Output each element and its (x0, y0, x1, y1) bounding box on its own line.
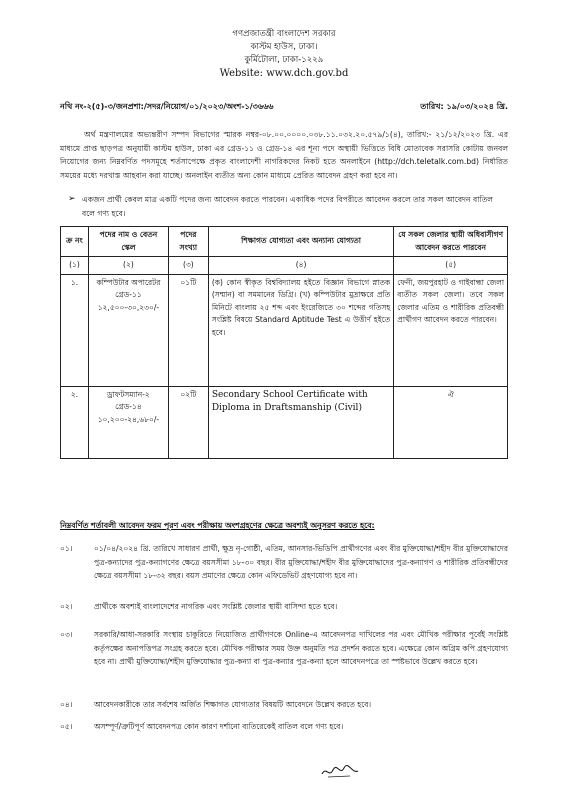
intro-paragraph: অর্থ মন্ত্রণালয়ের অভ্যন্তরীণ সম্পদ বিভাগের স্মারক নম্বর-০৮.০০.০০০০.০৩৮.১১.০৩২.২০.৫৭৯/১(৪), তারিখ:- ২১/১২/২০২৩ খ্রি. এর মাধ্যমে প্রাপ্ত ছাড়পত্র অনুযায়ী কাস্টম হাউস, ঢাকা এর গ্রেড-১১ ও গ্রেড-১৪ এর শূন্য পদে অস্থায়ী ভিত্তিতে বিধি মোতাবেক সরাসরি কোটায় জনবল নিয়োগের জন্য নিম্নবর্ণিত পদসমূহে শর্তসাপেক্ষে প্রকৃত বাংলাদেশী নাগরিকদের নিকট হতে অনলাইনে (http://dch.teletalk.com.bd) নির্ধারিত সময়ের মধ্যে দরখাস্ত আহবান করা যাচ্ছে। অনলাইন ব্যতীত অন্য কোন মাধ্যমে প্রেরিত আবেদন গ্রহণ করা হবে না। (60, 130, 508, 180)
memo-number: নথি নং-২(৫)-৩/জনপ্রশা:/সদর/নিয়োগ/০১/২০২৩/অংশ-১/৩৬৬৬ (60, 102, 274, 111)
condition-number: ০২। (60, 602, 73, 611)
condition-text: প্রার্থীকে অবশ্যই বাংলাদেশের নাগরিক এবং সংশ্লিষ্ট জেলার স্থায়ী বাসিন্দা হতে হবে। (94, 602, 338, 611)
condition-number: ০৫। (60, 722, 73, 731)
index-cell: (৩) (168, 257, 208, 275)
col-header-qualification: শিক্ষাগত যোগ্যতা এবং অন্যান্য যোগ্যতা (208, 227, 393, 257)
post-cell (88, 386, 168, 458)
memo-date: তারিখ: ১৯/০৩/২০২৪ খ্রি. (420, 102, 508, 111)
qualification-cell: Secondary School Certificate with Diploma in Draftsmanship (Civil) (208, 386, 393, 458)
condition-number: ০৪। (60, 700, 73, 709)
index-cell: (৪) (208, 257, 393, 275)
col-header-post: পদের নাম ও বেতন স্কেল (88, 227, 168, 257)
condition-text: সরকারি/আধা-সরকারি সংস্থায় চাকুরিতে নিয়োজিত প্রার্থীগণকে Online-এ আবেদনপত্র দাখিলের পর এবং মৌখিক পরীক্ষার পূর্বেই সংশ্লিষ্ট কর্তৃপক্ষের অনাপত্তিপত্র সংগ্রহ করতে হবে। মৌখিক পরীক্ষার সময় উক্ত অনুমতি পত্র প্রদর্শন করতে হবে। এক্ষেত্রে কোন অগ্রিম কপি গ্রহণযোগ্য হবে না। প্রার্থী মুক্তিযোদ্ধা/শহীদ মুক্তিযোদ্ধার পুত্র-কন্যা বা পুত্র-কন্যার পুত্র-কন্যা হলে আবেদনপত্রে তা স্পষ্টভাবে উল্লেখ করতে হবে। (94, 630, 508, 666)
pay-scale: ১২,৫০০-৩০,২৩০/- (97, 302, 160, 312)
reference-row (60, 101, 508, 114)
office-address: কুর্মিটোলা, ঢাকা-১২২৯ (244, 55, 324, 65)
sn-cell: ২. (61, 386, 89, 458)
post-name: কম্পিউটার অপারেটর (96, 277, 161, 287)
condition-text: অসম্পূর্ণ/ত্রুটিপূর্ণ আবেদনপত্র কোন কারণ দর্শানো ব্যতিরেকেই বাতিল বলে গণ্য হবে। (94, 722, 344, 731)
signature-mark (320, 762, 360, 780)
post-grade: গ্রেড-১৪ (115, 402, 142, 411)
condition-text: ০১/০৪/২০২৪ খ্রি. তারিখে সাধারণ প্রার্থী, ক্ষুদ্র নৃ-গোষ্ঠী, এতিম, আনসার-ভিডিপি প্রার্থীগণের এবং বীর মুক্তিযোদ্ধা/শহীদ বীর মুক্তিযোদ্ধাদের পুত্র-কন্যাদের পুত্র-কন্যাগণের ক্ষেত্রে বয়সসীমা ১৮-৩০ বছর। বীর মুক্তিযোদ্ধা/শহীদ বীর মুক্তিযোদ্ধাদের পুত্র-কন্যাগণ ও শারীরিক প্রতিবন্ধীদের ক্ষেত্রে বয়সসীমা ১৮-৩২ বছর। বয়স প্রমাণের ক্ষেত্রে কোন এফিডেভিট গ্রহণযোগ্য হবে না। (94, 544, 508, 580)
office-name: কাস্টম হাউস, ঢাকা। (250, 42, 318, 52)
index-cell: (৫) (394, 257, 508, 275)
pay-scale: ১০,২০০-২৪,৬৮০/- (97, 414, 160, 424)
conditions-title: নিম্নবর্ণিত শর্তাবলী আবেদন ফরম পূরণ এবং পরীক্ষায় অংশগ্রহণের ক্ষেত্রে অবশ্যই অনুসরণ করতে হবে: (60, 521, 375, 530)
col-header-districts: যে সকল জেলার স্থায়ী অধিবাসীগণ আবেদন করতে পারবেন (394, 227, 508, 257)
count-cell: ০২টি (168, 386, 208, 458)
col-header-count: পদের সংখ্যা (168, 227, 208, 257)
post-grade: গ্রেড-১১ (115, 290, 142, 299)
condition-number: ০১। (60, 544, 73, 553)
condition-text: আবেদনকারীকে তার সর্বশেষ অর্জিত শিক্ষাগত যোগ্যতার বিষয়টি আবেদনে উল্লেখ করতে হবে। (94, 700, 372, 709)
districts-cell: ঐ (394, 386, 508, 458)
post-name: ড্রাফটসম্যান-২ (107, 389, 150, 399)
districts-cell: ফেনী, জয়পুরহাট ও গাইবান্ধা জেলা ব্যতীত সকল জেলা। তবে সকল জেলার এতিম ও শারীরিক প্রতিবন্ধী প্রার্থীগণ আবেদন করতে পারবেন। (394, 274, 508, 386)
qualification-cell: (ক) কোন স্বীকৃত বিশ্ববিদ্যালয় হইতে বিজ্ঞান বিভাগে স্নাতক (সম্মান) বা সমমানের ডিগ্রি। (খ) কম্পিউটার মুদ্রাক্ষরে প্রতি মিনিটে বাংলায় ২৫ শব্দ এবং ইংরেজিতে ৩০ শব্দের গতিসহ সংশ্লিষ্ট বিষয়ে Standard Aptitude Test এ উত্তীর্ণ হইতে হবে। (208, 274, 393, 386)
index-cell: (১) (61, 257, 89, 275)
vacancy-table (60, 226, 508, 459)
table-row (61, 386, 508, 458)
table-header-row (61, 227, 508, 257)
letterhead (0, 28, 568, 81)
condition-number: ০৩। (60, 630, 73, 639)
table-row (61, 274, 508, 386)
col-header-sn: ক্র নং (61, 227, 89, 257)
bullet-text: একজন প্রার্থী কেবল মাত্র একটি পদের জন্য আবেদন করতে পারবেন। একাধিক পদের বিপরীতে আবেদন করলে তার সকল আবেদন বাতিল বলে গণ্য হবে। (82, 195, 493, 218)
index-cell: (২) (88, 257, 168, 275)
table-index-row (61, 257, 508, 275)
website-text: Website: www.dch.gov.bd (219, 68, 349, 79)
bullet-icon: ➢ (68, 194, 76, 204)
sn-cell: ১. (61, 274, 89, 386)
post-cell (88, 274, 168, 386)
government-name: গণপ্রজাতন্ত্রী বাংলাদেশ সরকার (232, 29, 336, 39)
count-cell: ০১টি (168, 274, 208, 386)
